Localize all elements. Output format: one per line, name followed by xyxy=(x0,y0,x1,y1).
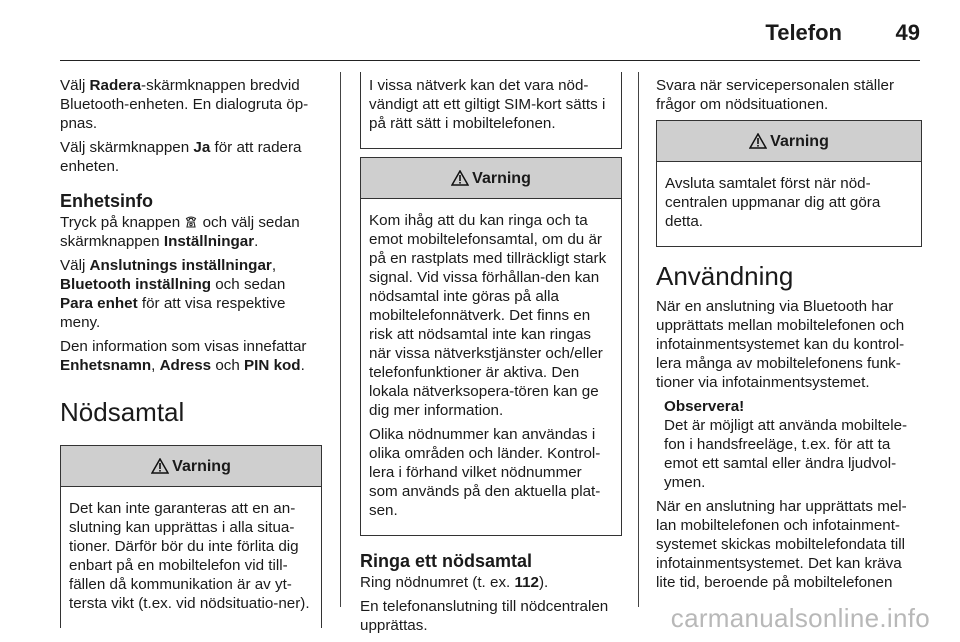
column-2 xyxy=(360,72,622,640)
warning-triangle-icon xyxy=(151,458,169,474)
warning-box xyxy=(60,445,322,628)
warning-triangle-icon xyxy=(451,170,469,186)
note-box xyxy=(656,397,922,492)
paragraph: Välj Radera-skärmknappen bredvid Bluetooth-enheten. En dialogruta öp-pnas. xyxy=(60,77,309,132)
warning-label: Varning xyxy=(472,169,531,187)
paragraph: Ring nödnumret (t. ex. 112). xyxy=(360,574,549,591)
warning-box xyxy=(360,157,622,536)
warning-text: Det kan inte garanteras att en an-slutning kan upprättas i alla situa-tioner. Därför bör du inte förlita dig enbart på en mobiltelefon vid till-fällen då kommunikation är av yt-tersta vikt (t.ex. vid nödsituatio-ner). xyxy=(69,500,310,612)
header-title: Telefon xyxy=(765,20,842,45)
column-3 xyxy=(656,76,922,597)
warning-header xyxy=(361,157,621,199)
paragraph: När en anslutning har upprättats mel-lan mobiltelefonen och infotainment-systemet skickas mobiltelefondata till infotainmentsystemet. Det kan kräva lite tid, beroende på mobiltelefonen xyxy=(656,498,907,591)
paragraph: Välj Anslutnings inställningar, Bluetooth inställning och sedan Para enhet för att visa respektive meny. xyxy=(60,257,286,331)
column-separator-1 xyxy=(340,72,341,607)
warning-text: Olika nödnummer kan användas i olika områden och länder. Kontrol-lera i förhand vilket nödnummer som används på den aktuella plat-sen. xyxy=(369,426,601,519)
warning-header xyxy=(657,120,921,162)
page-number: 49 xyxy=(895,20,920,45)
paragraph: Den information som visas innefattar Enhetsnamn, Adress och PIN kod. xyxy=(60,338,307,374)
paragraph: När en anslutning via Bluetooth har upprättats mellan mobiltelefonen och infotainmentsystemet kan du kontrol-lera många av mobiltelefonens funk-tioner via infotainmentsystemet. xyxy=(656,298,905,391)
warning-label: Varning xyxy=(172,457,231,475)
section-heading-nodsamtal: Nödsamtal xyxy=(60,397,185,427)
column-1 xyxy=(60,76,322,636)
paragraph: En telefonanslutning till nödcentralen upprättas. xyxy=(360,598,609,634)
paragraph: Svara när servicepersonalen ställer frågor om nödsituationen. xyxy=(656,77,895,113)
paragraph: Välj skärmknappen Ja för att radera enheten. xyxy=(60,139,302,175)
section-heading-anvandning: Användning xyxy=(656,261,794,291)
warning-box xyxy=(656,120,922,247)
warning-triangle-icon xyxy=(749,133,767,149)
continued-text: I vissa nätverk kan det vara nöd-vändigt att ett giltigt SIM-kort sätts i på rätt sätt i mobiltelefonen. xyxy=(369,77,606,132)
watermark: carmanualsonline.info xyxy=(670,603,930,633)
section-heading-enhetsinfo: Enhetsinfo xyxy=(60,191,153,211)
column-separator-2 xyxy=(638,72,639,607)
warning-label: Varning xyxy=(770,132,829,150)
note-text: Det är möjligt att använda mobiltele-fon i handsfreeläge, t.ex. för att ta emot ett samtal eller ändra ljudvol-ymen. xyxy=(664,417,908,491)
section-heading-ringa: Ringa ett nödsamtal xyxy=(360,551,533,571)
paragraph: Tryck på knappen och välj sedan skärmknappen Inställningar. xyxy=(60,214,300,250)
note-title: Observera! xyxy=(664,398,745,415)
warning-header xyxy=(61,445,321,487)
warning-text: Avsluta samtalet först när nöd-centralen uppmanar dig att göra detta. xyxy=(665,175,881,230)
header-rule xyxy=(60,60,920,61)
phone-icon xyxy=(184,215,198,229)
continued-box xyxy=(360,72,622,149)
warning-text: Kom ihåg att du kan ringa och ta emot mobiltelefonsamtal, om du är på en rastplats med tillräckligt stark signal. Vid vissa förhållan-den kan nödsamtal inte göras på alla mobiltelefonnätverk. Det finns en risk att nödsamtal inte kan ringas när vissa nätverkstjänster och/eller telefonfunktioner är aktiva. Den lokala nätverksopera-tören kan ge dig mer information. xyxy=(369,212,607,419)
